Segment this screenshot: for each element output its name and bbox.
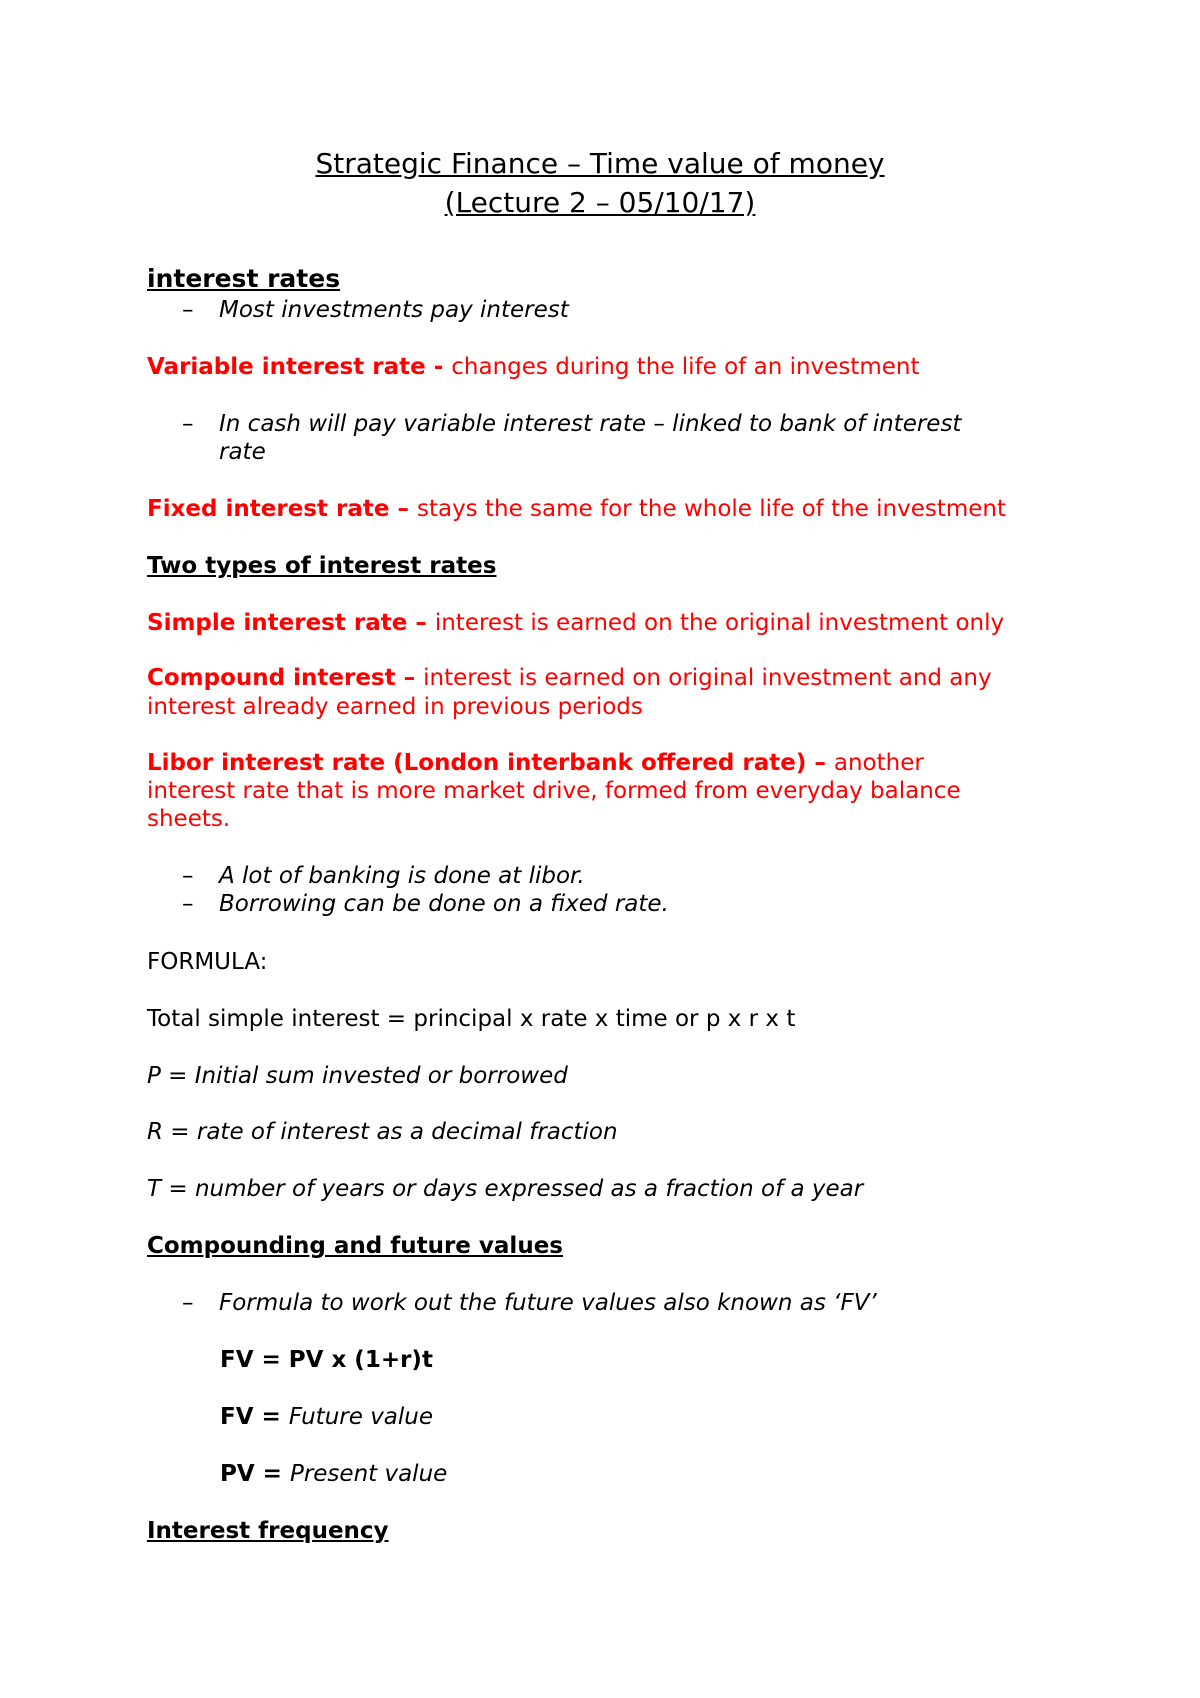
formula-r-definition: R = rate of interest as a decimal fraction bbox=[147, 1119, 618, 1145]
heading-compounding: Compounding and future values bbox=[147, 1233, 563, 1259]
pv-key-line bbox=[220, 1460, 447, 1488]
fv-formula: FV = PV x (1+r)t bbox=[220, 1347, 433, 1373]
formula-t-definition: T = number of years or days expressed as a fraction of a year bbox=[147, 1176, 864, 1202]
fv-key: FV = bbox=[220, 1404, 289, 1430]
formula-label: FORMULA: bbox=[147, 949, 268, 975]
bullet-fv-formula: Formula to work out the future values also known as ‘FV’ bbox=[219, 1290, 877, 1316]
bullet-most-investments: Most investments pay interest bbox=[219, 297, 569, 323]
fixed-rate-term: Fixed interest rate – bbox=[147, 496, 417, 522]
libor-definition-line3: sheets. bbox=[147, 806, 231, 832]
simple-rate-definition: interest is earned on the original investment only bbox=[434, 610, 1005, 636]
compound-paragraph-line1 bbox=[147, 664, 992, 692]
compound-definition-line1: interest is earned on original investment and any bbox=[423, 665, 992, 691]
heading-interest-frequency: Interest frequency bbox=[147, 1518, 389, 1544]
bullet-marker: – bbox=[182, 1290, 194, 1316]
fv-key-line bbox=[220, 1403, 433, 1431]
bullet-cash-variable-line2: rate bbox=[219, 439, 266, 465]
bullet-cash-variable-line1: In cash will pay variable interest rate – linked to bank of interest bbox=[219, 411, 962, 437]
fixed-rate-paragraph bbox=[147, 495, 1006, 523]
bullet-marker: – bbox=[182, 863, 194, 889]
variable-rate-definition: changes during the life of an investment bbox=[451, 354, 920, 380]
libor-definition-line1: another bbox=[833, 750, 924, 776]
bullet-marker: – bbox=[182, 411, 194, 437]
libor-definition-line2: interest rate that is more market drive, formed from everyday balance bbox=[147, 778, 961, 804]
fv-value: Future value bbox=[288, 1404, 434, 1430]
libor-paragraph-line1 bbox=[147, 749, 924, 777]
formula-p-definition: P = Initial sum invested or borrowed bbox=[147, 1063, 568, 1089]
page-title-line2: (Lecture 2 – 05/10/17) bbox=[444, 186, 756, 219]
bullet-libor-borrowing: Borrowing can be done on a fixed rate. bbox=[219, 891, 669, 917]
bullet-marker: – bbox=[182, 891, 194, 917]
pv-value: Present value bbox=[289, 1461, 448, 1487]
compound-term: Compound interest – bbox=[147, 665, 424, 691]
compound-definition-line2: interest already earned in previous periods bbox=[147, 694, 643, 720]
fixed-rate-definition: stays the same for the whole life of the investment bbox=[416, 496, 1007, 522]
page-title-line1: Strategic Finance – Time value of money bbox=[315, 147, 885, 180]
libor-term: Libor interest rate (London interbank offered rate) – bbox=[147, 750, 834, 776]
variable-rate-paragraph bbox=[147, 353, 919, 381]
heading-two-types: Two types of interest rates bbox=[147, 553, 497, 579]
heading-interest-rates: interest rates bbox=[147, 264, 341, 293]
simple-rate-term: Simple interest rate – bbox=[147, 610, 435, 636]
bullet-libor-banking: A lot of banking is done at libor. bbox=[219, 863, 585, 889]
formula-simple-interest: Total simple interest = principal x rate x time or p x r x t bbox=[147, 1006, 796, 1032]
variable-rate-term: Variable interest rate - bbox=[147, 354, 452, 380]
bullet-marker: – bbox=[182, 297, 194, 323]
simple-rate-paragraph bbox=[147, 609, 1004, 637]
pv-key: PV = bbox=[220, 1461, 290, 1487]
